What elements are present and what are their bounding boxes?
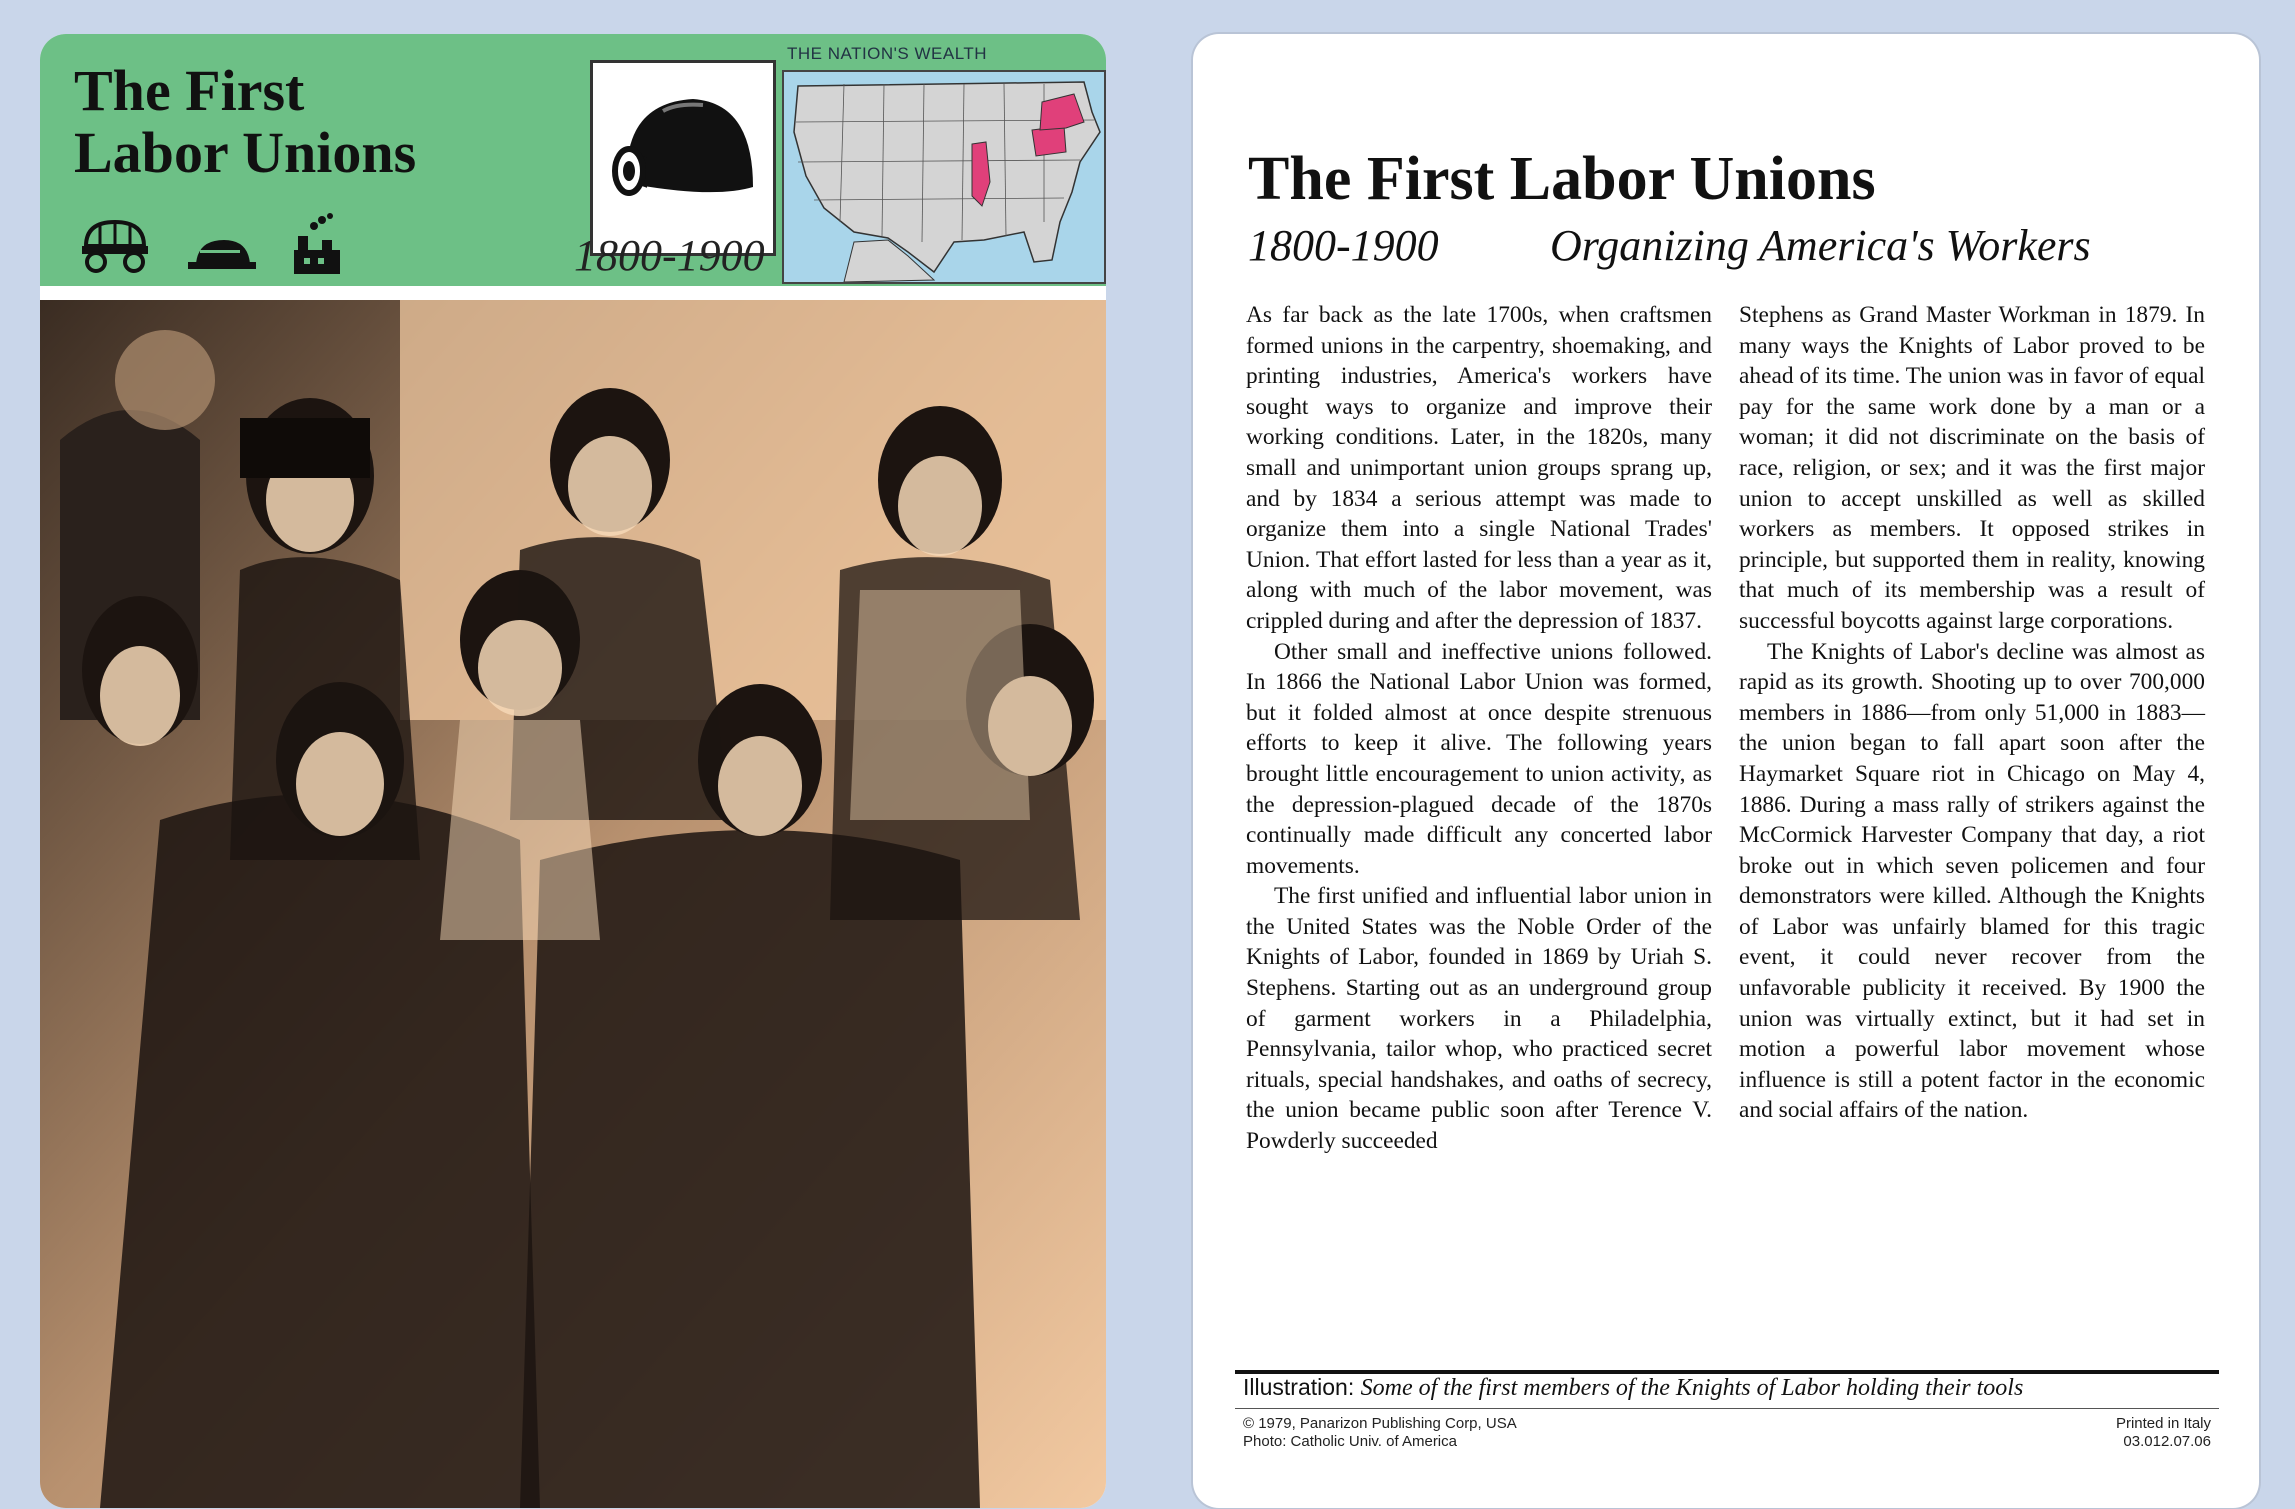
card-code: 03.012.07.06 [2123,1433,2211,1450]
photo-credit: Photo: Catholic Univ. of America [1243,1433,1457,1450]
us-map [782,70,1106,284]
helmet-illustration [590,60,776,256]
knights-of-labor-photo [40,300,1106,1508]
front-title [74,60,416,184]
text-column-right [1739,300,2205,1126]
miner-cap-icon [186,234,258,274]
paragraph: The Knights of Labor's decline was almost as rapid as its growth. Shooting up to over 700,000 members in 1886—from only 51,000 in 1883—the union began to fall apart soon after the Haymarket Square riot in Chicago on May 4, 1886. During a mass rally of strikers against the McCormick Harvester Company that day, a riot broke out in which seven policemen and four demonstrators were killed. Although the Knights of Labor was unfairly blamed for this tragic event, it could never recover from the unfavorable publicity it received. By 1900 the union was virtually extinct, but it had set in motion a powerful labor movement whose influence is still a potent factor in the economic and social affairs of the nation. [1739,638,2205,1124]
illustration-text: Some of the first members of the Knights of Labor holding their tools [1360,1375,2024,1401]
illustration-label: Illustration: [1243,1374,1355,1400]
category-icons [78,212,342,274]
hard-hat-icon [593,63,773,253]
historic-photo [40,300,1106,1508]
paragraph: Stephens as Grand Master Workman in 1879. In many ways the Knights of Labor proved to be ahead of its time. The union was in favor of equal pay for the same work done by a man or a woman; it did not discriminate on the basis of race, religion, or sex; and it was the first major union to accept unskilled as well as skilled workers as members. It opposed strikes in principle, but supported them in reality, knowing that much of its membership was a result of successful boycotts against large corporations. [1739,302,2205,634]
footer-print-info [2116,1415,2211,1451]
printed-in: Printed in Italy [2115,1415,2211,1432]
paragraph: Other small and ineffective unions followed. In 1866 the National Labor Union was formed, but it folded almost at once despite strenuous efforts to keep it alive. The following years brought little encouragement to union activity, as the depression-plagued decade of the 1870s continually made difficult any concerted labor movements. [1246,638,1712,879]
divider [1235,1408,2219,1409]
text-column-left [1246,300,1712,1157]
front-title-line1: The First [74,58,305,123]
pennsylvania-highlight [1032,126,1066,156]
factory-icon [292,212,342,274]
paragraph: The first unified and influential labor union in the United States was the Noble Order of the Knights of Labor, founded in 1869 by Uriah S. Stephens. Starting out as an underground group of garment workers in a Philadelphia, Pennsylvania, tailor whop, who practiced secret rituals, special handshakes, and oaths of secrecy, the union became public soon after Terence V. Powderly succeeded [1246,883,1712,1155]
front-years: 1800-1900 [574,231,765,280]
copyright: © 1979, Panarizon Publishing Corp, USA [1243,1415,1517,1432]
back-years: 1800-1900 [1248,221,1439,270]
covered-wagon-icon [78,216,152,274]
paragraph: As far back as the late 1700s, when craftsmen formed unions in the carpentry, shoemaking, and printing industries, America's workers have sought ways to organize and improve their working conditions. Later, in the 1820s, many small and unimportant union groups sprang up, and by 1834 a serious attempt was made to organize them into a single National Trades' Union. That effort lasted for less than a year as it, along with much of the labor movement, was crippled during and after the depression of 1837. [1246,302,1712,634]
back-subtitle: Organizing America's Workers [1550,221,2091,270]
front-header [40,34,1106,286]
illustration-caption [1243,1374,2023,1402]
map-label: THE NATION'S WEALTH [787,44,988,63]
back-title: The First Labor Unions [1248,145,1876,213]
us-map-graphic [784,72,1104,282]
front-title-line2: Labor Unions [74,120,417,185]
footer-credits [1243,1415,1517,1451]
back-card [1193,34,2259,1508]
front-card [40,34,1106,1508]
